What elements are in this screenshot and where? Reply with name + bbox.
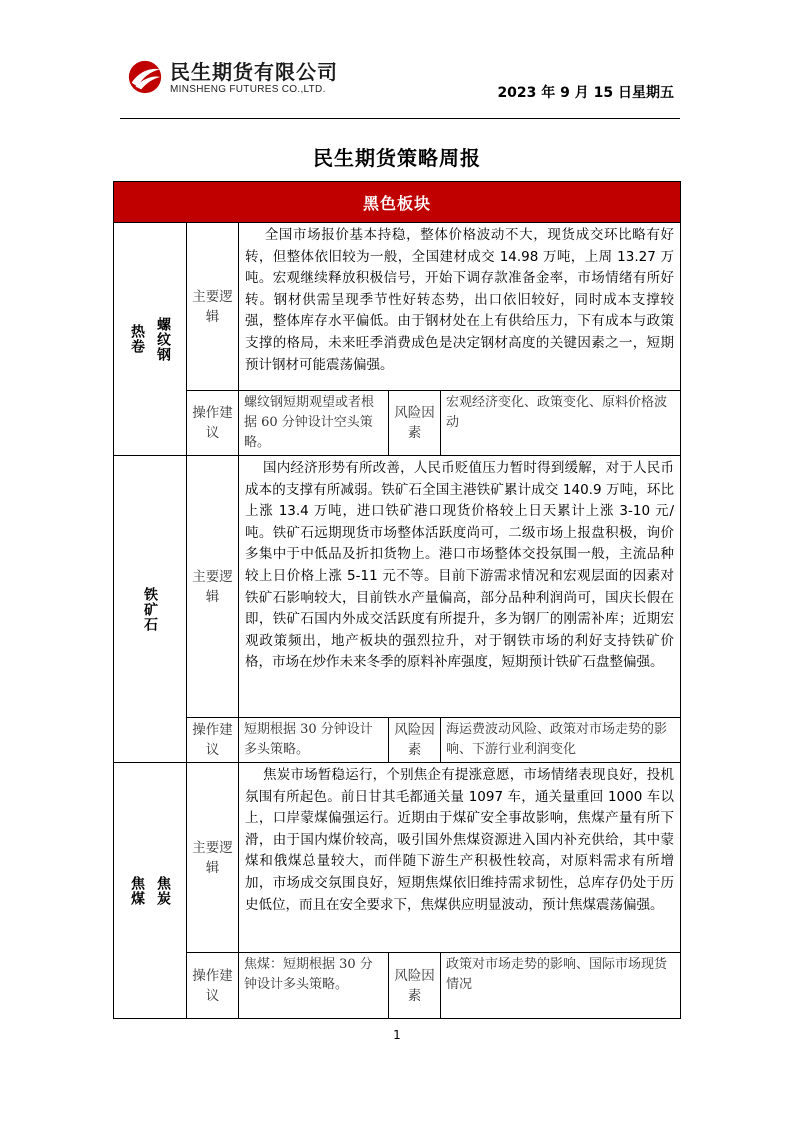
page-header <box>120 52 680 112</box>
logic-label: 主要逻辑 <box>187 223 239 391</box>
operation-text: 螺纹钢短期观望或者根据 60 分钟设计空头策略。 <box>239 391 389 456</box>
risk-text: 海运费波动风险、政策对市场走势的影响、下游行业利润变化 <box>441 718 681 763</box>
product-name: 焦煤 <box>129 875 145 906</box>
company-logo <box>126 56 366 104</box>
operation-text: 焦煤：短期根据 30 分钟设计多头策略。 <box>239 953 389 1019</box>
operation-label: 操作建议 <box>187 718 239 763</box>
risk-text: 政策对市场走势的影响、国际市场现货情况 <box>441 953 681 1019</box>
header-divider <box>120 118 680 119</box>
report-date: 2023 年 9 月 15 日星期五 <box>497 85 674 101</box>
product-name: 热卷 <box>129 324 145 354</box>
product-name: 螺纹钢 <box>155 316 171 362</box>
operation-text: 短期根据 30 分钟设计多头策略。 <box>239 718 389 763</box>
product-name: 焦炭 <box>155 875 171 906</box>
logic-label: 主要逻辑 <box>187 763 239 953</box>
product-name: 铁矿石 <box>142 586 158 632</box>
logic-label: 主要逻辑 <box>187 456 239 718</box>
company-name-cn: 民生期货有限公司 <box>170 60 338 84</box>
operation-label: 操作建议 <box>187 391 239 456</box>
page-title: 民生期货策略周报 <box>313 146 481 170</box>
logic-text: 全国市场报价基本持稳，整体价格波动不大，现货成交环比略有好转，但整体依旧较为一般，全国建材成交 14.98 万吨，上周 13.27 万吨。宏观继续释放积极信号，开始下调存款准备金率，市场情绪有所好转。钢材供需呈现季节性好转态势，出口依旧较好，同时成本支撑较强，整体库存水平偏低。由于钢材处在上有供给压力，下有成本与政策支撑的格局，未来旺季消费成色是决定钢材高度的关键因素之一，短期预计钢材可能震荡偏强。 <box>239 223 681 391</box>
strategy-table <box>113 181 681 1019</box>
product-cell-coke <box>114 763 187 1019</box>
risk-text: 宏观经济变化、政策变化、原料价格波动 <box>441 391 681 456</box>
page-number: 1 <box>393 1028 401 1042</box>
product-cell-rebar <box>114 223 187 456</box>
product-cell-iron-ore <box>114 456 187 763</box>
risk-label: 风险因素 <box>389 718 441 763</box>
risk-label: 风险因素 <box>389 953 441 1019</box>
sector-header: 黑色板块 <box>114 182 681 223</box>
company-name-en: MINSHENG FUTURES CO.,LTD. <box>170 84 326 95</box>
minsheng-logo-icon <box>126 58 164 96</box>
logic-text: 国内经济形势有所改善，人民币贬值压力暂时得到缓解，对于人民币成本的支撑有所减弱。铁矿石全国主港铁矿累计成交 140.9 万吨，环比上涨 13.4 万吨，进口铁矿港口现货价格较上日天累计上涨 3-10 元/吨。铁矿石远期现货市场整体活跃度尚可，二级市场上报盘积极，询价多集中于中低品及折扣货物上。港口市场整体交投氛围一般，主流品种较上日价格上涨 5-11 元不等。目前下游需求情况和宏观层面的因素对铁矿石影响较大，目前铁水产量偏高，部分品种利润尚可，国庆长假在即，铁矿石国内外成交活跃度有所提升，多为钢厂的刚需补库；近期宏观政策频出，地产板块的强烈拉升，对于钢铁市场的利好支持铁矿价格，市场在炒作未来冬季的原料补库强度，短期预计铁矿石盘整偏强。 <box>239 456 681 718</box>
risk-label: 风险因素 <box>389 391 441 456</box>
logic-text: 焦炭市场暂稳运行，个别焦企有提涨意愿，市场情绪表现良好，投机氛围有所起色。前日甘其毛都通关量 1097 车，通关量重回 1000 车以上，口岸蒙煤偏强运行。近期由于煤矿安全事故影响，焦煤产量有所下滑，由于国内煤价较高，吸引国外焦煤资源进入国内补充供给，其中蒙煤和俄煤总量较大，而伴随下游生产积极性较高，对原料需求有所增加，市场成交氛围良好，短期焦煤依旧维持需求韧性，总库存仍处于历史低位，而且在安全要求下，焦煤供应明显波动，预计焦煤震荡偏强。 <box>239 763 681 953</box>
operation-label: 操作建议 <box>187 953 239 1019</box>
